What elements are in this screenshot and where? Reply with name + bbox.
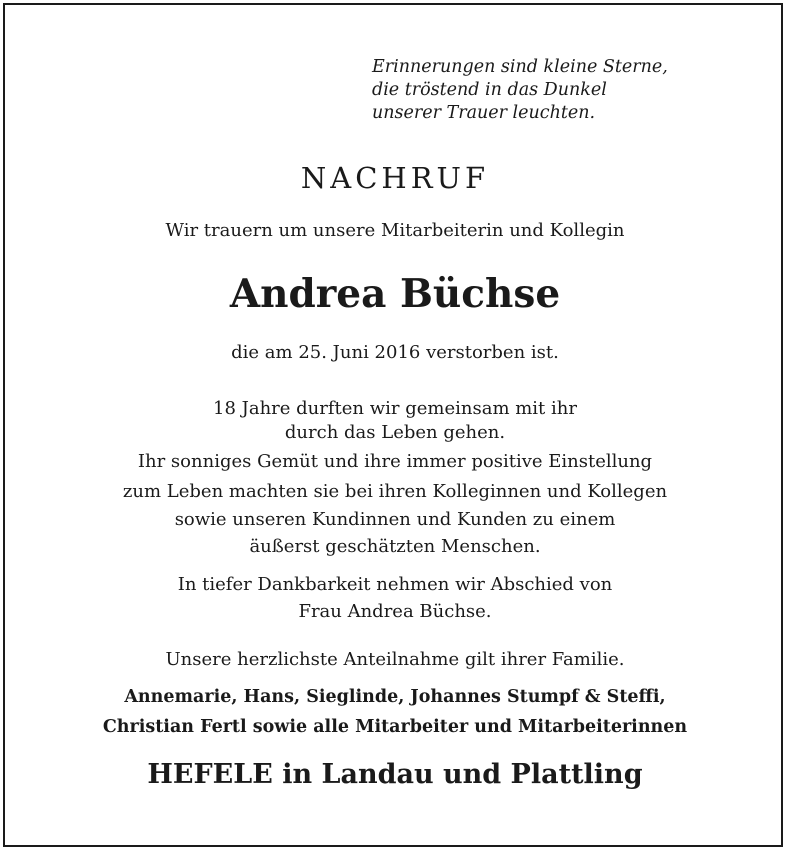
tribute-line-4: zum Leben machten sie bei ihren Kolleginnen und Kollegen [122, 481, 668, 502]
signers-line-2: Christian Fertl sowie alle Mitarbeiter und Mitarbeiterinnen [102, 717, 688, 737]
condolence-line: Unsere herzlichste Anteilnahme gilt ihrer Familie. [165, 649, 625, 670]
tribute-line-5: sowie unseren Kundinnen und Kunden zu einem [174, 509, 616, 530]
quote-line-3: unserer Trauer leuchten. [372, 103, 596, 123]
quote-line-2: die tröstend in das Dunkel [372, 80, 607, 100]
tribute-line-2: durch das Leben gehen. [284, 422, 506, 443]
death-date-line: die am 25. Juni 2016 verstorben ist. [231, 342, 559, 363]
farewell-line-2: Frau Andrea Büchse. [298, 601, 492, 622]
tribute-line-1: 18 Jahre durften wir gemeinsam mit ihr [213, 398, 577, 419]
deceased-name: Andrea Büchse [229, 271, 561, 317]
signers-line-1: Annemarie, Hans, Sieglinde, Johannes Stumpf & Steffi, [124, 687, 666, 707]
tribute-line-3: Ihr sonniges Gemüt und ihre immer positive Einstellung [137, 451, 653, 472]
obituary-heading: NACHRUF [300, 161, 490, 195]
company-name: HEFELE in Landau und Plattling [147, 759, 643, 790]
farewell-line-1: In tiefer Dankbarkeit nehmen wir Abschied von [177, 574, 613, 595]
quote-line-1: Erinnerungen sind kleine Sterne, [372, 57, 668, 77]
tribute-line-6: äußerst geschätzten Menschen. [249, 536, 541, 557]
intro-line: Wir trauern um unsere Mitarbeiterin und Kollegin [165, 220, 625, 241]
